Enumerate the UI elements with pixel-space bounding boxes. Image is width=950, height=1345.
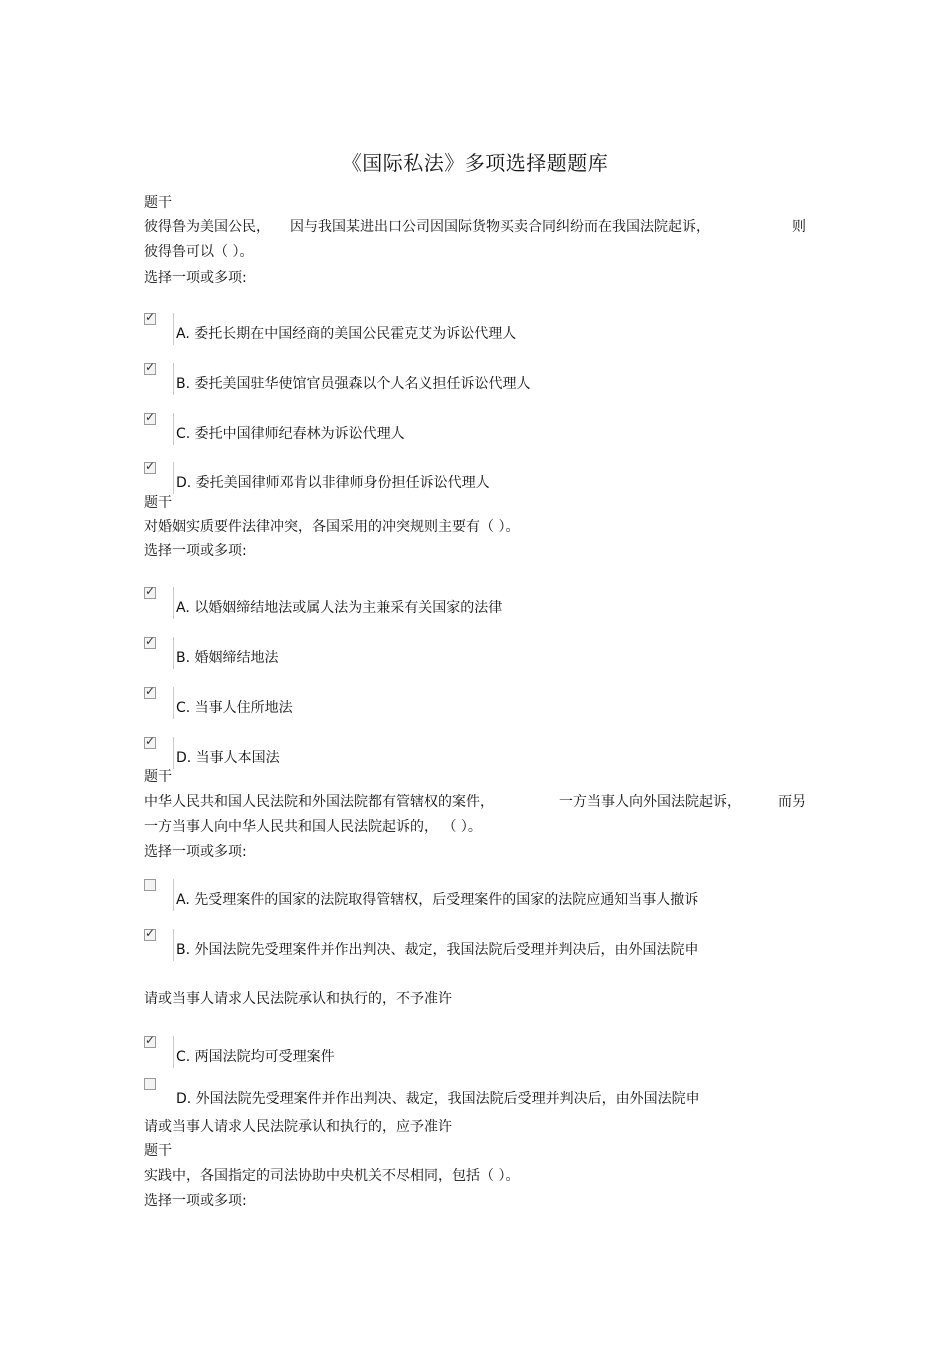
option-label: D. 当事人本国法 xyxy=(176,750,280,766)
checkbox[interactable] xyxy=(144,584,156,599)
instruction-text: 选择一项或多项: xyxy=(144,1193,247,1209)
option-label-continued: 请或当事人请求人民法院承认和执行的，不予准许 xyxy=(144,991,452,1007)
option-label: B. 委托美国驻华使馆官员强森以个人名义担任诉讼代理人 xyxy=(176,376,531,392)
check-icon: ✓ xyxy=(145,360,156,374)
question-text: 一方当事人向中华人民共和国人民法院起诉的， （ ）。 xyxy=(144,819,482,835)
option-d[interactable] xyxy=(144,459,844,496)
option-label: D. 外国法院先受理案件并作出判决、裁定，我国法院后受理并判决后，由外国法院申 xyxy=(176,1091,700,1107)
check-icon: ✓ xyxy=(145,310,156,324)
checkbox[interactable] xyxy=(144,310,156,325)
checkbox[interactable] xyxy=(144,926,156,941)
check-icon: ✓ xyxy=(145,410,156,424)
option-a[interactable] xyxy=(144,310,844,347)
stem-label: 题干 xyxy=(144,195,172,211)
checkbox[interactable] xyxy=(144,410,156,425)
option-b[interactable] xyxy=(144,360,844,397)
option-label-continued: 请或当事人请求人民法院承认和执行的，应予准许 xyxy=(144,1119,452,1135)
question-text: 中华人民共和国人民法院和外国法院都有管辖权的案件， 一方当事人向外国法院起诉， 而另 xyxy=(144,794,806,810)
check-icon: ✓ xyxy=(145,584,156,598)
instruction-text: 选择一项或多项: xyxy=(144,270,247,286)
question-text: 彼得鲁可以（ ）。 xyxy=(144,244,254,260)
option-label: C. 委托中国律师纪春林为诉讼代理人 xyxy=(176,426,405,442)
check-icon: ✓ xyxy=(145,459,156,473)
checkbox[interactable] xyxy=(144,734,156,749)
checkbox[interactable] xyxy=(144,360,156,375)
instruction-text: 选择一项或多项: xyxy=(144,844,247,860)
option-label: C. 两国法院均可受理案件 xyxy=(176,1049,335,1065)
option-label: C. 当事人住所地法 xyxy=(176,700,293,716)
checkbox[interactable] xyxy=(144,459,156,474)
option-label: B. 婚姻缔结地法 xyxy=(176,650,279,666)
question-text: 彼得鲁为美国公民， 因与我国某进出口公司因国际货物买卖合同纠纷而在我国法院起诉， 则 xyxy=(144,219,806,235)
page-title: 《国际私法》多项选择题题库 xyxy=(341,151,609,175)
stem-label: 题干 xyxy=(144,769,172,785)
question-text: 对婚姻实质要件法律冲突，各国采用的冲突规则主要有（ ）。 xyxy=(144,519,520,535)
option-label: A. 委托长期在中国经商的美国公民霍克艾为诉讼代理人 xyxy=(176,326,517,342)
check-icon: ✓ xyxy=(145,1033,156,1047)
check-icon: ✓ xyxy=(145,926,156,940)
question-text: 实践中，各国指定的司法协助中央机关不尽相同，包括（ ）。 xyxy=(144,1168,520,1184)
check-icon: ✓ xyxy=(145,734,156,748)
option-label: D. 委托美国律师邓肯以非律师身份担任诉讼代理人 xyxy=(176,475,490,491)
checkbox[interactable] xyxy=(144,684,156,699)
instruction-text: 选择一项或多项: xyxy=(144,543,247,559)
option-b[interactable] xyxy=(144,634,844,671)
checkbox[interactable] xyxy=(144,634,156,649)
option-c[interactable] xyxy=(144,410,844,447)
stem-label: 题干 xyxy=(144,495,172,511)
checkbox[interactable] xyxy=(144,1033,156,1048)
option-d[interactable] xyxy=(144,734,844,771)
option-a[interactable] xyxy=(144,584,844,621)
option-c[interactable] xyxy=(144,1033,844,1070)
option-d[interactable] xyxy=(144,1078,844,1112)
check-icon: ✓ xyxy=(145,634,156,648)
checkbox[interactable] xyxy=(144,1078,156,1090)
checkbox[interactable] xyxy=(144,879,156,891)
option-label: B. 外国法院先受理案件并作出判决、裁定，我国法院后受理并判决后，由外国法院申 xyxy=(176,942,699,958)
stem-label: 题干 xyxy=(144,1143,172,1159)
check-icon: ✓ xyxy=(145,684,156,698)
option-label: A. 先受理案件的国家的法院取得管辖权，后受理案件的国家的法院应通知当事人撤诉 xyxy=(176,892,699,908)
option-c[interactable] xyxy=(144,684,844,721)
option-a[interactable] xyxy=(144,879,844,913)
option-label: A. 以婚姻缔结地法或属人法为主兼采有关国家的法律 xyxy=(176,600,503,616)
option-b[interactable] xyxy=(144,926,844,963)
